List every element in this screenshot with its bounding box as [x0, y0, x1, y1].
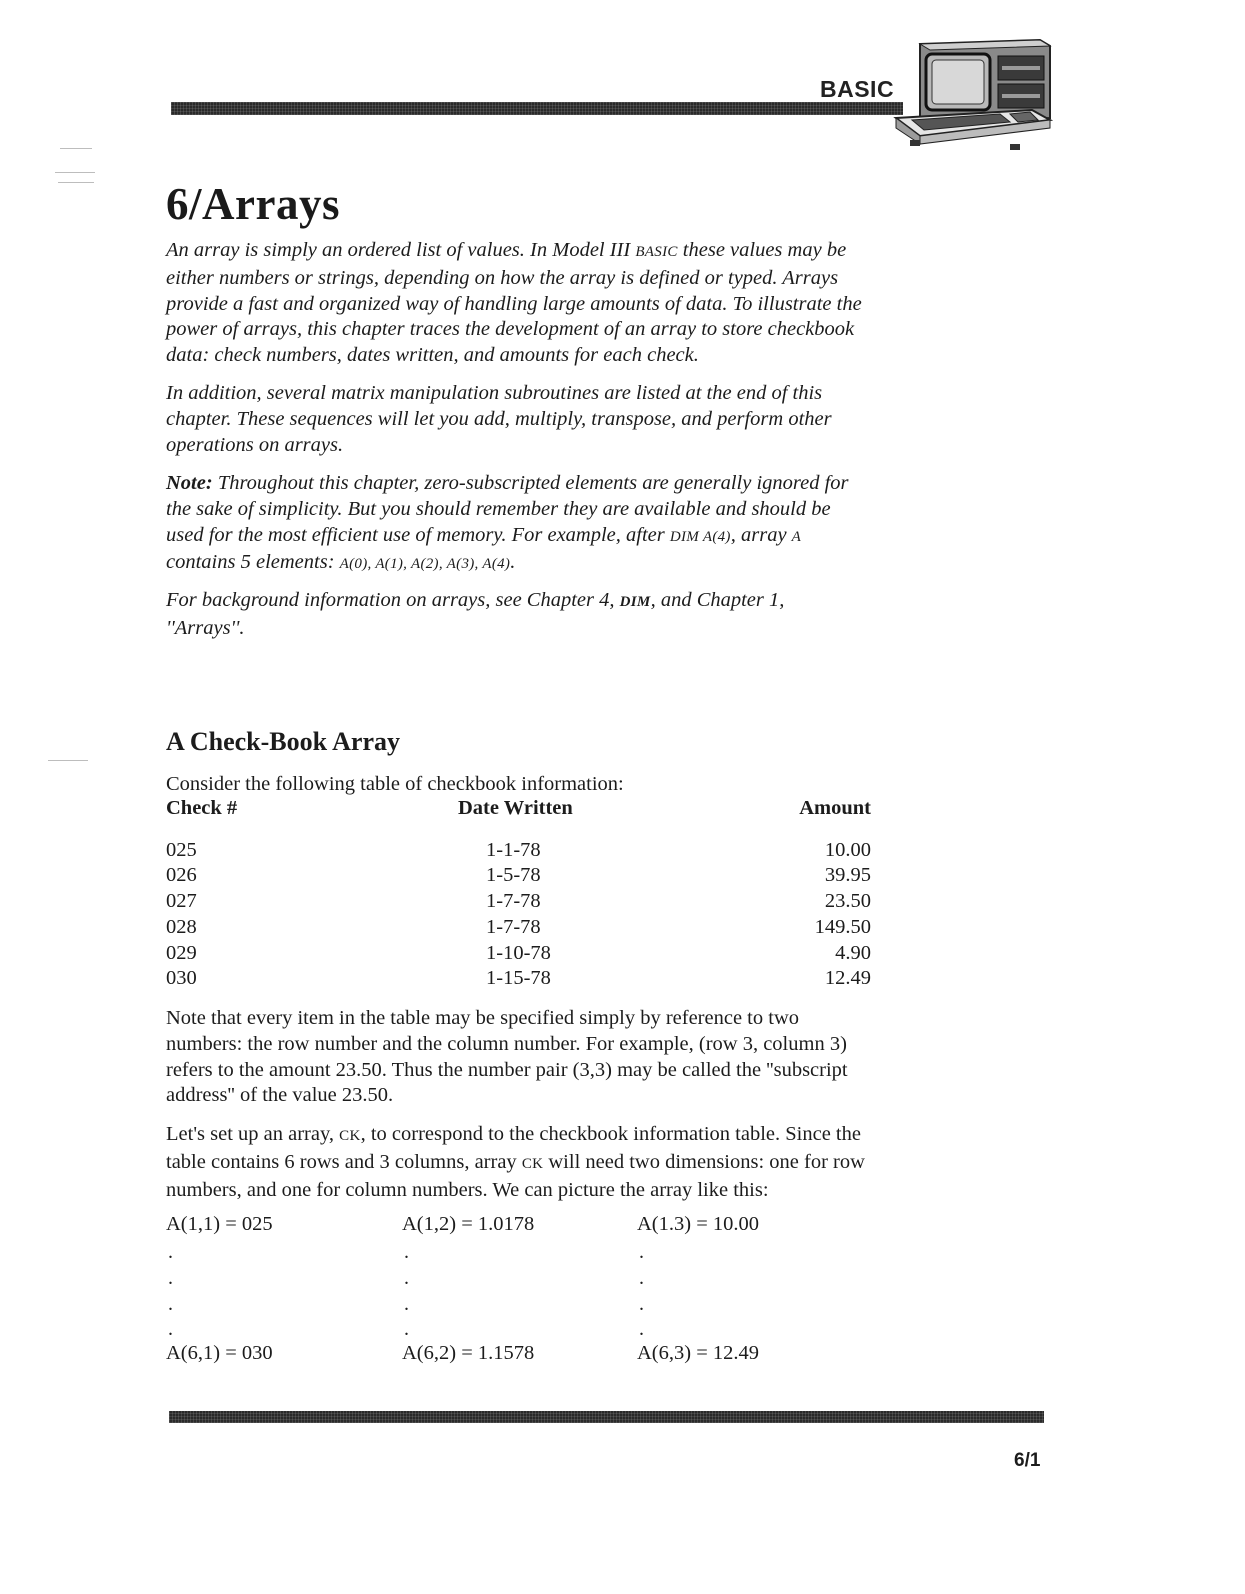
table-cell: 149.50 — [814, 916, 871, 938]
scan-mark — [48, 760, 88, 761]
table-header-check: Check # — [166, 797, 238, 819]
table-cell: 4.90 — [835, 942, 871, 964]
chapter-title: 6/Arrays — [166, 179, 340, 229]
intro-paragraph-2: In addition, several matrix manipulation subroutines are listed at the end of this chapter. These sequences will let you add, multiply, transpose, and perform other operations on arrays. — [166, 382, 832, 456]
array-element-6-1: A(6,1) = 030 — [166, 1342, 273, 1364]
ellipsis-dot: . — [168, 1241, 173, 1263]
array-element-1-3: A(1.3) = 10.00 — [637, 1213, 760, 1235]
ellipsis-dot: . — [639, 1293, 644, 1315]
table-cell: 029 — [166, 942, 197, 964]
table-cell: 23.50 — [824, 890, 871, 912]
header-rule — [171, 102, 903, 115]
table-cell: 1-5-78 — [486, 864, 541, 886]
ellipsis-dot: . — [168, 1318, 173, 1340]
table-cell: 1-10-78 — [486, 942, 551, 964]
table-header-amount: Amount — [799, 797, 871, 819]
table-cell: 1-15-78 — [486, 967, 551, 989]
intro-paragraph-1: An array is simply an ordered list of values. In Model III BASIC these values may be either numbers or strings, depending on how the array is defined or typed. Arrays provide a fast and organized way of handling large amounts of data. To illustrate the power of arrays, this chapter traces the development of an array to store checkbook data: check numbers, dates written, and amounts for each check. — [166, 239, 862, 367]
footer-rule — [169, 1411, 1044, 1423]
reference-paragraph: For background information on arrays, see Chapter 4, DIM, and Chapter 1, ''Arrays''. — [166, 589, 785, 639]
table-cell: 1-7-78 — [486, 890, 541, 912]
section-label: BASIC — [820, 76, 895, 102]
table-cell: 030 — [166, 967, 197, 989]
ellipsis-dot: . — [168, 1293, 173, 1315]
table-cell: 027 — [166, 890, 197, 912]
array-element-1-1: A(1,1) = 025 — [166, 1213, 273, 1235]
table-cell: 025 — [166, 839, 197, 861]
ellipsis-dot: . — [404, 1241, 409, 1263]
table-cell: 10.00 — [824, 839, 871, 861]
scan-mark — [55, 172, 95, 173]
ellipsis-dot: . — [639, 1267, 644, 1289]
page-number: 6/1 — [1014, 1450, 1041, 1471]
table-cell: 12.49 — [824, 967, 871, 989]
note-paragraph: Note: Throughout this chapter, zero-subscripted elements are generally ignored for the sake of simplicity. But you should remember they are available and should be used for the most efficient use of memory. For example, after DIM A(4), array A contains 5 elements: A(0), A(1), A(2), A(3), A(4). — [166, 472, 849, 574]
body-paragraph-1: Note that every item in the table may be specified simply by reference to two numbers: the row number and the column number. For example, (row 3, column 3) refers to the amount 23.50. Thus the number pair (3,3) may be called the ''subscript address'' of the value 23.50. — [166, 1007, 848, 1107]
array-element-6-3: A(6,3) = 12.49 — [637, 1342, 760, 1364]
ellipsis-dot: . — [404, 1267, 409, 1289]
table-cell: 1-1-78 — [486, 839, 541, 861]
body-paragraph-2: Let's set up an array, CK, to correspond to the checkbook information table. Since the table contains 6 rows and 3 columns, array CK will need two dimensions: one for row numbers, and one for column numbers. We can picture the array like this: — [166, 1123, 865, 1201]
table-cell: 1-7-78 — [486, 916, 541, 938]
array-element-6-2: A(6,2) = 1.1578 — [402, 1342, 535, 1364]
computer-illustration — [890, 36, 1058, 156]
ellipsis-dot: . — [639, 1241, 644, 1263]
array-element-1-2: A(1,2) = 1.0178 — [402, 1213, 535, 1235]
ellipsis-dot: . — [404, 1293, 409, 1315]
scan-mark — [60, 148, 92, 149]
ellipsis-dot: . — [404, 1318, 409, 1340]
ellipsis-dot: . — [639, 1318, 644, 1340]
table-cell: 026 — [166, 864, 197, 886]
scan-mark — [58, 182, 94, 183]
ellipsis-dot: . — [168, 1267, 173, 1289]
table-header-date: Date Written — [458, 797, 573, 819]
table-cell: 39.95 — [824, 864, 871, 886]
table-lead-text: Consider the following table of checkbook information: — [166, 773, 624, 795]
table-cell: 028 — [166, 916, 197, 938]
section-heading: A Check-Book Array — [166, 727, 400, 756]
